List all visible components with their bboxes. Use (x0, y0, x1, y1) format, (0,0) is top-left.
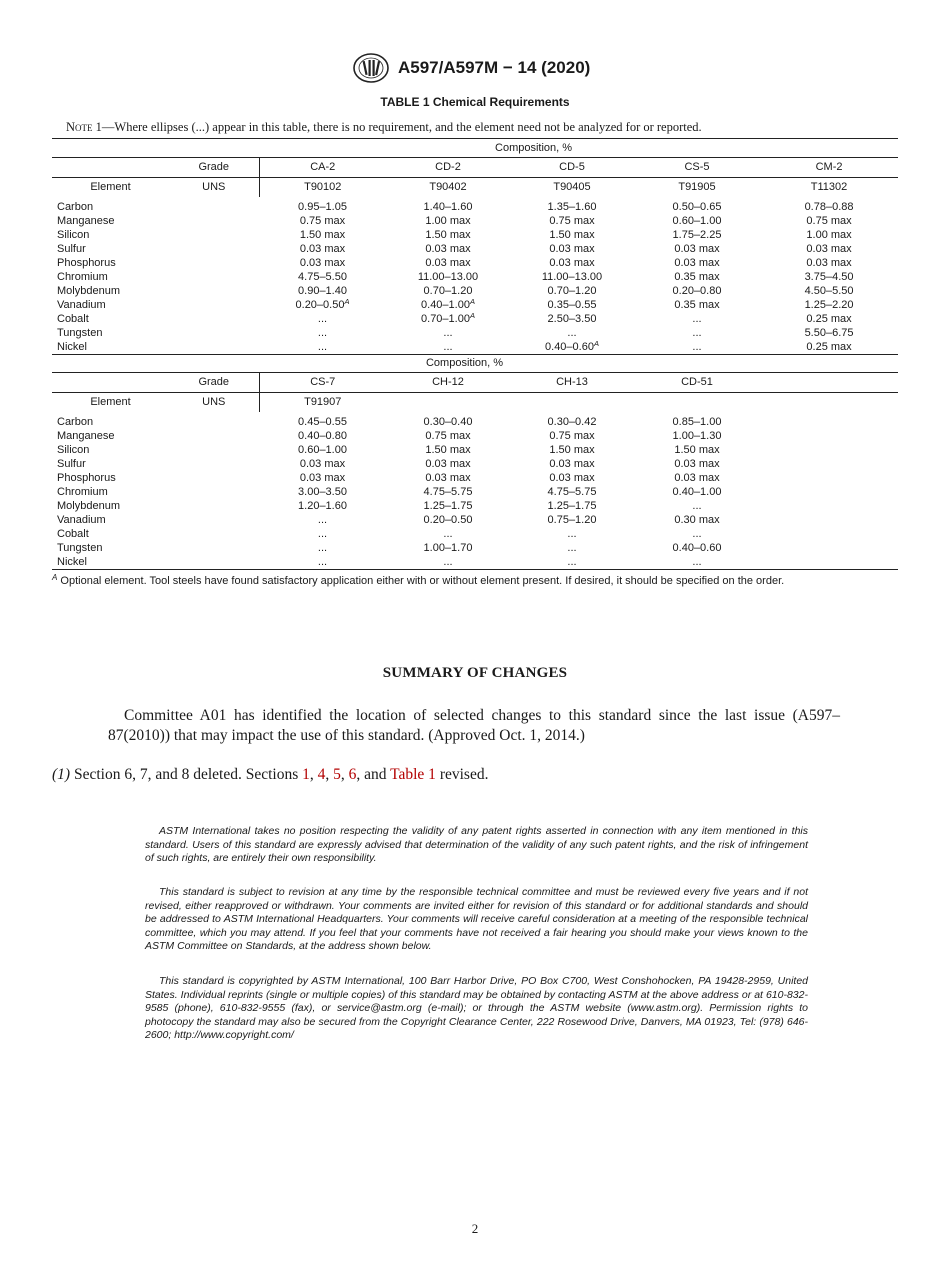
composition-value: 0.03 max (299, 472, 346, 484)
composition-value: 11.00–13.00 (417, 271, 479, 283)
grade-header: CM-2 (760, 158, 898, 178)
section-4-link[interactable]: 4 (317, 766, 326, 783)
composition-value: ... (317, 528, 328, 540)
composition-value: ... (634, 555, 760, 570)
composition-value: 3.75–4.50 (804, 271, 854, 283)
element-name: Phosphorus (57, 472, 116, 484)
composition-value: ... (443, 528, 453, 540)
composition-value: 0.75–1.20 (547, 514, 597, 526)
table-row (52, 242, 898, 256)
composition-value: 0.03 max (299, 243, 346, 255)
composition-value: 0.40–1.00 (672, 486, 722, 498)
composition-value: 0.30–0.40 (423, 416, 473, 428)
composition-value: 0.03 max (674, 257, 720, 269)
uns-header: T90402 (386, 178, 510, 198)
copyright-notice: This standard is copyrighted by ASTM International, 100 Barr Harbor Drive, PO Box C700, West Conshohocken, PA 19428-2959, United States. Individual reprints (single or multiple copies) of this standard may be obtained by contacting ASTM at the above address or at 610-832-9585 (phone), 610-832-9555 (fax), or service@astm.org (e-mail); or through the ASTM website (www.astm.org). Permission rights to photocopy the standard may also be secured from the Copyright Clearance Center, 222 Rosewood Drive, Danvers, MA 01923, Tel: (978) 646-2600; http://www.copyright.com/ (145, 975, 808, 1042)
table-row (52, 270, 898, 284)
composition-value (760, 457, 898, 471)
element-name: Cobalt (57, 313, 89, 325)
change-text: Section 6, 7, and 8 deleted. Sections (73, 766, 299, 783)
composition-value: ... (317, 514, 328, 526)
composition-value: 4.75–5.75 (547, 486, 597, 498)
element-name: Vanadium (57, 514, 106, 526)
table-row (52, 499, 898, 513)
composition-value (760, 443, 898, 457)
composition-value: ... (317, 327, 328, 339)
table-row (52, 256, 898, 270)
composition-value: 0.03 max (549, 472, 595, 484)
composition-header: Composition, % (169, 139, 898, 158)
composition-value: 1.25–2.20 (804, 299, 854, 311)
table-row (52, 471, 898, 485)
composition-value: ... (317, 542, 328, 554)
uns-header: T90102 (259, 178, 386, 198)
composition-value: 1.00 max (806, 229, 852, 241)
composition-value: ... (634, 340, 760, 355)
composition-value: ... (567, 542, 577, 554)
summary-title: SUMMARY OF CHANGES (382, 665, 568, 681)
uns-label: UNS (169, 393, 259, 413)
composition-value: 0.60–1.00 (298, 444, 347, 456)
composition-value: 0.25 max (806, 313, 852, 325)
element-name: Tungsten (57, 542, 103, 554)
table-1-link[interactable]: Table 1 (390, 766, 436, 783)
composition-value: 0.30 max (674, 514, 720, 526)
table-row (52, 312, 898, 326)
composition-value: 0.75 max (806, 215, 852, 227)
composition-value (760, 513, 898, 527)
table-row (52, 555, 898, 570)
composition-value: 1.50 max (674, 444, 720, 456)
element-name: Sulfur (57, 458, 86, 470)
composition-value: 0.85–1.00 (672, 416, 722, 428)
grade-header: CS-5 (634, 158, 760, 178)
table-footnote (52, 573, 902, 587)
table-row (52, 340, 898, 355)
element-name: Manganese (57, 215, 115, 227)
footnote-marker: A (593, 339, 599, 348)
element-name: Chromium (57, 271, 108, 283)
composition-value: 0.78–0.88 (804, 201, 854, 213)
composition-value: 1.50 max (425, 444, 471, 456)
change-item: (1) Section 6, 7, and 8 deleted. Sections 1, 4, 5, 6, and Table 1 revised. (52, 766, 489, 783)
table-row (52, 228, 898, 242)
element-name: Vanadium (57, 299, 106, 311)
section-6-link[interactable]: 6 (348, 766, 357, 783)
composition-value (760, 541, 898, 555)
composition-value: $0.70-1.00^A$ (421, 311, 475, 325)
composition-value: ... (692, 313, 702, 325)
composition-value (760, 555, 898, 570)
composition-value: 5.50–6.75 (804, 327, 854, 339)
composition-value: 0.03 max (299, 257, 346, 269)
element-name: Carbon (57, 201, 94, 213)
composition-value: 0.03 max (549, 458, 595, 470)
composition-value: 2.50–3.50 (547, 313, 597, 325)
summary-paragraph: Committee A01 has identified the location of selected changes to this standard since the last issue (A597–87(2010)) that may impact the use of this standard. (Approved Oct. 1, 2014.) (108, 707, 840, 744)
element-name: Sulfur (57, 243, 86, 255)
table-row (52, 429, 898, 443)
table-row (52, 214, 898, 228)
composition-value: 0.03 max (425, 257, 471, 269)
and-text: and (364, 766, 387, 783)
element-name: Nickel (52, 555, 169, 570)
composition-value: $0.40-0.60^A$ (510, 340, 634, 355)
element-name: Chromium (57, 486, 108, 498)
composition-value: 1.75–2.25 (672, 229, 722, 241)
element-name: Cobalt (57, 528, 89, 540)
composition-value: 1.00 max (425, 215, 471, 227)
table-title: TABLE 1 Chemical Requirements (380, 95, 570, 109)
note-text: —Where ellipses (...) appear in this table, there is no requirement, and the element need not be analyzed for or reported. (101, 120, 702, 134)
composition-value: 0.45–0.55 (298, 416, 347, 428)
footnote-marker: A (469, 311, 475, 320)
footnote-text: Optional element. Tool steels have found satisfactory application either with or without element present. If desired, it should be specified on the order. (60, 575, 785, 587)
composition-value: 1.20–1.60 (298, 500, 347, 512)
chemical-table-part-1 (52, 138, 898, 355)
astm-logo-icon (352, 52, 390, 84)
footnote-marker: A (469, 297, 475, 306)
table-row (52, 541, 898, 555)
composition-value (760, 527, 898, 541)
footnote-marker: A (344, 297, 350, 306)
composition-value: 0.03 max (549, 243, 595, 255)
uns-header (634, 393, 760, 413)
chemical-table-part-2 (52, 354, 898, 570)
element-header: Element (52, 393, 169, 413)
revision-disclaimer: This standard is subject to revision at any time by the responsible technical committee and must be reviewed every five years and if not revised, either reapproved or withdrawn. Your comments are invited either for revision of this standard or for additional standards and should be addressed to ASTM International Headquarters. Your comments will receive careful consideration at a meeting of the responsible technical committee, which you may attend. If you feel that your comments have not received a fair hearing you should make your views known to the ASTM Committee on Standards, at the address shown below. (145, 886, 808, 953)
composition-value: 0.35–0.55 (547, 299, 597, 311)
composition-value (760, 485, 898, 499)
patent-disclaimer: ASTM International takes no position respecting the validity of any patent rights asserted in connection with any item mentioned in this standard. Users of this standard are expressly advised that determination of the validity of any such patent rights, and the risk of infringement of such rights, are entirely their own responsibility. (145, 825, 808, 865)
composition-value: $0.20-0.50^A$ (295, 297, 350, 311)
uns-header: T91907 (259, 393, 386, 413)
grade-header: CS-7 (259, 373, 386, 393)
change-text-end: revised. (439, 766, 489, 783)
element-name: Silicon (57, 444, 90, 456)
composition-value: 1.00–1.70 (423, 542, 473, 554)
uns-header (760, 393, 898, 413)
composition-value: 0.03 max (425, 472, 471, 484)
composition-value: ... (386, 340, 510, 355)
element-name: Molybdenum (57, 500, 120, 512)
table-row (52, 443, 898, 457)
composition-value: 0.30–0.42 (547, 416, 597, 428)
composition-value: 1.50 max (549, 229, 595, 241)
composition-value: 0.20–0.80 (672, 285, 722, 297)
composition-value: ... (510, 555, 634, 570)
composition-value: ... (692, 327, 702, 339)
composition-value: 0.03 max (674, 458, 720, 470)
composition-value: 0.50–0.65 (672, 201, 722, 213)
grade-label: Grade (169, 373, 259, 393)
composition-value: 0.03 max (425, 458, 471, 470)
table-row (52, 284, 898, 298)
page-number: 2 (471, 1221, 479, 1236)
composition-value: 0.03 max (299, 458, 346, 470)
composition-value: 0.60–1.00 (672, 215, 722, 227)
composition-value: 4.50–5.50 (804, 285, 854, 297)
composition-value: 0.40–0.80 (298, 430, 347, 442)
composition-value: ... (692, 500, 702, 512)
section-1-link[interactable]: 1 (302, 766, 310, 783)
composition-value: 3.00–3.50 (298, 486, 347, 498)
composition-value: ... (567, 528, 577, 540)
table-note (66, 120, 906, 135)
composition-value: 0.35 max (674, 271, 720, 283)
composition-value: 0.25 max (760, 340, 898, 355)
composition-value: 1.50 max (299, 229, 346, 241)
composition-value: ... (443, 327, 453, 339)
composition-value: 4.75–5.75 (423, 486, 473, 498)
page-header (0, 52, 950, 86)
composition-value: 0.75 max (299, 215, 346, 227)
uns-header: T91905 (634, 178, 760, 198)
composition-value: ... (692, 528, 702, 540)
composition-value: ... (259, 555, 386, 570)
composition-value: 1.35–1.60 (547, 201, 597, 213)
uns-header (510, 393, 634, 413)
composition-value: 1.00–1.30 (672, 430, 722, 442)
section-5-link[interactable]: 5 (333, 766, 341, 783)
composition-value: 4.75–5.50 (298, 271, 347, 283)
composition-value: 0.03 max (674, 472, 720, 484)
composition-value: 0.35 max (674, 299, 720, 311)
element-name: Silicon (57, 229, 90, 241)
grade-header: CD-5 (510, 158, 634, 178)
table-row (52, 326, 898, 340)
table-row (52, 527, 898, 541)
grade-header: CD-51 (634, 373, 760, 393)
composition-value: ... (386, 555, 510, 570)
grade-header: CA-2 (259, 158, 386, 178)
composition-value: $0.40-1.00^A$ (421, 297, 475, 311)
element-name: Tungsten (57, 327, 103, 339)
composition-value: 0.75 max (425, 430, 471, 442)
change-number: (1) (52, 766, 71, 783)
composition-value: 1.50 max (549, 444, 595, 456)
grade-header (760, 373, 898, 393)
composition-value: ... (567, 327, 577, 339)
composition-header: Composition, % (425, 357, 504, 369)
grade-header: CD-2 (386, 158, 510, 178)
composition-value: 0.95–1.05 (298, 201, 347, 213)
composition-value: 0.03 max (549, 257, 595, 269)
grade-header: CH-13 (510, 373, 634, 393)
table-row (52, 485, 898, 499)
composition-value: 0.90–1.40 (298, 285, 347, 297)
composition-value: 0.03 max (806, 257, 852, 269)
element-header: Element (52, 178, 169, 198)
table-row (52, 298, 898, 312)
uns-header: T11302 (760, 178, 898, 198)
composition-value: 0.40–0.60 (672, 542, 722, 554)
table-row (52, 513, 898, 527)
uns-label: UNS (169, 178, 259, 198)
composition-value: 1.25–1.75 (423, 500, 473, 512)
composition-value: 0.75 max (549, 215, 595, 227)
composition-value: ... (259, 340, 386, 355)
uns-header (386, 393, 510, 413)
note-label: Note 1 (66, 120, 102, 134)
composition-value (760, 499, 898, 513)
element-name: Nickel (52, 340, 169, 355)
composition-value: 1.40–1.60 (423, 201, 473, 213)
composition-value: 0.75 max (549, 430, 595, 442)
composition-value: 11.00–13.00 (541, 271, 603, 283)
table-row (52, 412, 898, 429)
composition-value: 0.70–1.20 (547, 285, 597, 297)
composition-value: 0.03 max (806, 243, 852, 255)
composition-value: 1.50 max (425, 229, 471, 241)
composition-value: 0.70–1.20 (423, 285, 473, 297)
table-row (52, 457, 898, 471)
footnote-marker: A (52, 573, 58, 582)
grade-label: Grade (169, 158, 259, 178)
composition-value: 1.25–1.75 (547, 500, 597, 512)
composition-value (760, 471, 898, 485)
element-name: Manganese (57, 430, 115, 442)
uns-header: T90405 (510, 178, 634, 198)
composition-value: 0.20–0.50 (423, 514, 473, 526)
composition-value: ... (317, 313, 328, 325)
element-name: Phosphorus (57, 257, 116, 269)
composition-value: 0.03 max (425, 243, 471, 255)
composition-value (760, 429, 898, 443)
composition-value (760, 412, 898, 429)
table-row (52, 197, 898, 214)
element-name: Carbon (57, 416, 94, 428)
composition-value: 0.03 max (674, 243, 720, 255)
element-name: Molybdenum (57, 285, 120, 297)
grade-header: CH-12 (386, 373, 510, 393)
document-title: A597/A597M − 14 (2020) (398, 58, 591, 77)
